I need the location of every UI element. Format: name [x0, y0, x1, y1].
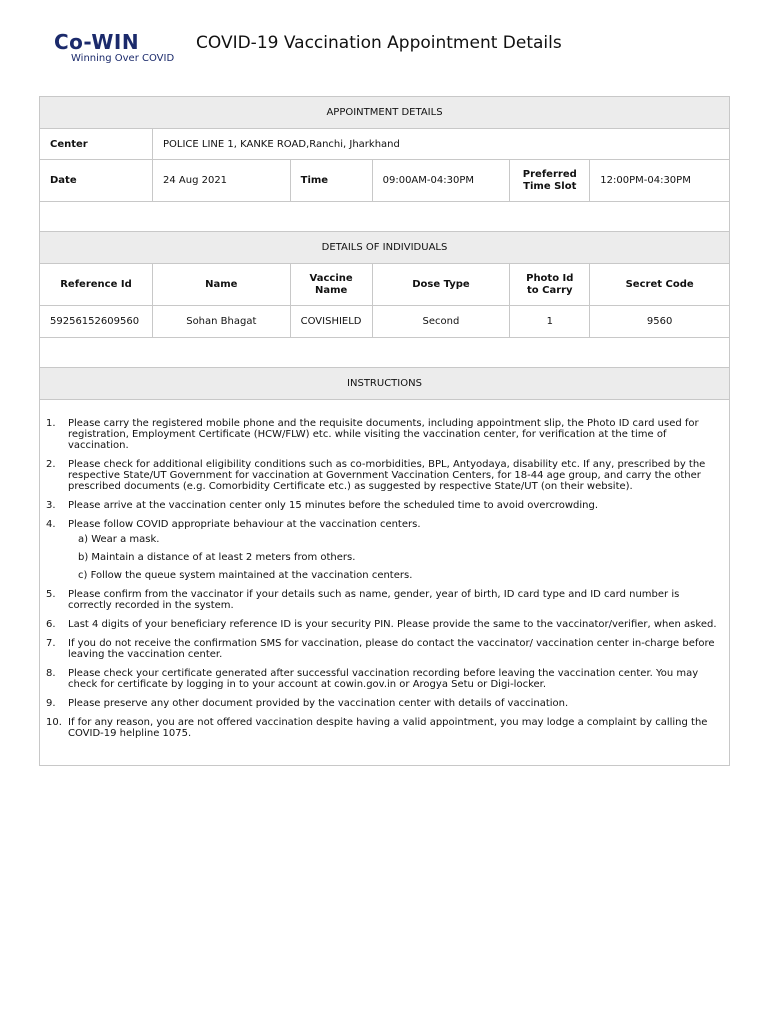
- instruction-text: Please check your certificate generated after successful vaccination recording before leaving the vaccination center. You may check for certificate by logging in to your account at cowin.gov.in or Arogya Setu or Digi-locker.: [68, 668, 699, 690]
- page-title: COVID-19 Vaccination Appointment Details: [196, 33, 562, 53]
- appointment-details-header: APPOINTMENT DETAILS: [40, 97, 730, 129]
- instructions-header: INSTRUCTIONS: [40, 368, 730, 400]
- instruction-text: Please check for additional eligibility conditions such as co-morbidities, BPL, Antyodaya, disability etc. If any, prescribed by the respective State/UT Government for vaccination at Government Vaccination Centers, for 18-44 age group, and carry the other prescribed documents (e.g. Comorbidity Certificate etc.) as suggested by respective State/UT (on their website).: [68, 459, 706, 492]
- instruction-subitem: a) Wear a mask.: [78, 534, 160, 545]
- table-row: [40, 306, 730, 338]
- instruction-number: 10.: [46, 717, 62, 728]
- instruction-text: Please carry the registered mobile phone and the requisite documents, including appointment slip, the Photo ID card used for registration, Employment Certificate (HCW/FLW) etc. while visiting the vaccination center, for verification at the time of vaccination.: [68, 418, 699, 451]
- center-label: Center: [40, 129, 153, 160]
- column-header: Name: [152, 264, 290, 306]
- instruction-item: [40, 698, 719, 709]
- instruction-text: If for any reason, you are not offered vaccination despite having a valid appointment, you may lodge a complaint by calling the COVID-19 helpline 1075.: [68, 717, 708, 739]
- photo-id-cell: 1: [510, 306, 590, 338]
- spacer-row: [40, 338, 730, 368]
- instruction-number: 8.: [46, 668, 56, 679]
- instruction-item: [40, 418, 719, 451]
- page-header: [0, 0, 768, 90]
- logo-tagline: Winning Over COVID: [71, 53, 175, 64]
- dose-type-cell: Second: [372, 306, 510, 338]
- instruction-text: Please confirm from the vaccinator if your details such as name, gender, year of birth, ID card type and ID card number is correctly recorded in the system.: [68, 589, 680, 611]
- instruction-text: If you do not receive the confirmation SMS for vaccination, please do contact the vaccinator/ vaccination center in-charge before leaving the vaccination center.: [68, 638, 715, 660]
- instruction-text: Last 4 digits of your beneficiary reference ID is your security PIN. Please provide the same to the vaccinator/verifier, when asked.: [68, 619, 717, 630]
- column-header: Reference Id: [40, 264, 153, 306]
- instruction-number: 1.: [46, 418, 56, 429]
- instruction-item: [40, 638, 719, 660]
- instructions-body: [40, 400, 730, 766]
- reference-id-cell: 59256152609560: [40, 306, 153, 338]
- instruction-item: [40, 519, 719, 581]
- instruction-subitem: b) Maintain a distance of at least 2 meters from others.: [78, 552, 356, 563]
- column-header: Vaccine Name: [290, 264, 372, 306]
- instruction-number: 7.: [46, 638, 56, 649]
- logo-brand: Co-WIN: [54, 30, 140, 54]
- column-header: Photo Id to Carry: [510, 264, 590, 306]
- cowin-logo: [54, 30, 184, 70]
- date-value: 24 Aug 2021: [152, 160, 290, 202]
- preferred-slot-label: Preferred Time Slot: [510, 160, 590, 202]
- time-value: 09:00AM-04:30PM: [372, 160, 510, 202]
- secret-code-cell: 9560: [590, 306, 730, 338]
- appointment-table: [39, 96, 730, 766]
- instruction-text: Please arrive at the vaccination center only 15 minutes before the scheduled time to avoid overcrowding.: [68, 500, 599, 511]
- instructions-list: [40, 418, 719, 739]
- instruction-number: 4.: [46, 519, 56, 530]
- vaccine-name-cell: COVISHIELD: [290, 306, 372, 338]
- instruction-item: [40, 717, 719, 739]
- instruction-item: [40, 619, 719, 630]
- instruction-subitem: c) Follow the queue system maintained at the vaccination centers.: [78, 570, 413, 581]
- instruction-number: 2.: [46, 459, 56, 470]
- time-label: Time: [290, 160, 372, 202]
- instruction-text: Please follow COVID appropriate behaviour at the vaccination centers.: [68, 519, 421, 530]
- instruction-subitems: [68, 534, 719, 581]
- center-value: POLICE LINE 1, KANKE ROAD,Ranchi, Jharkhand: [152, 129, 729, 160]
- column-header: Dose Type: [372, 264, 510, 306]
- instruction-item: [40, 589, 719, 611]
- preferred-slot-value: 12:00PM-04:30PM: [590, 160, 730, 202]
- instruction-item: [40, 459, 719, 492]
- name-cell: Sohan Bhagat: [152, 306, 290, 338]
- individuals-header: DETAILS OF INDIVIDUALS: [40, 232, 730, 264]
- instruction-text: Please preserve any other document provided by the vaccination center with details of vaccination.: [68, 698, 569, 709]
- instruction-number: 9.: [46, 698, 56, 709]
- instruction-number: 3.: [46, 500, 56, 511]
- instruction-item: [40, 500, 719, 511]
- instruction-number: 6.: [46, 619, 56, 630]
- instruction-number: 5.: [46, 589, 56, 600]
- spacer-row: [40, 202, 730, 232]
- instruction-item: [40, 668, 719, 690]
- date-label: Date: [40, 160, 153, 202]
- column-header: Secret Code: [590, 264, 730, 306]
